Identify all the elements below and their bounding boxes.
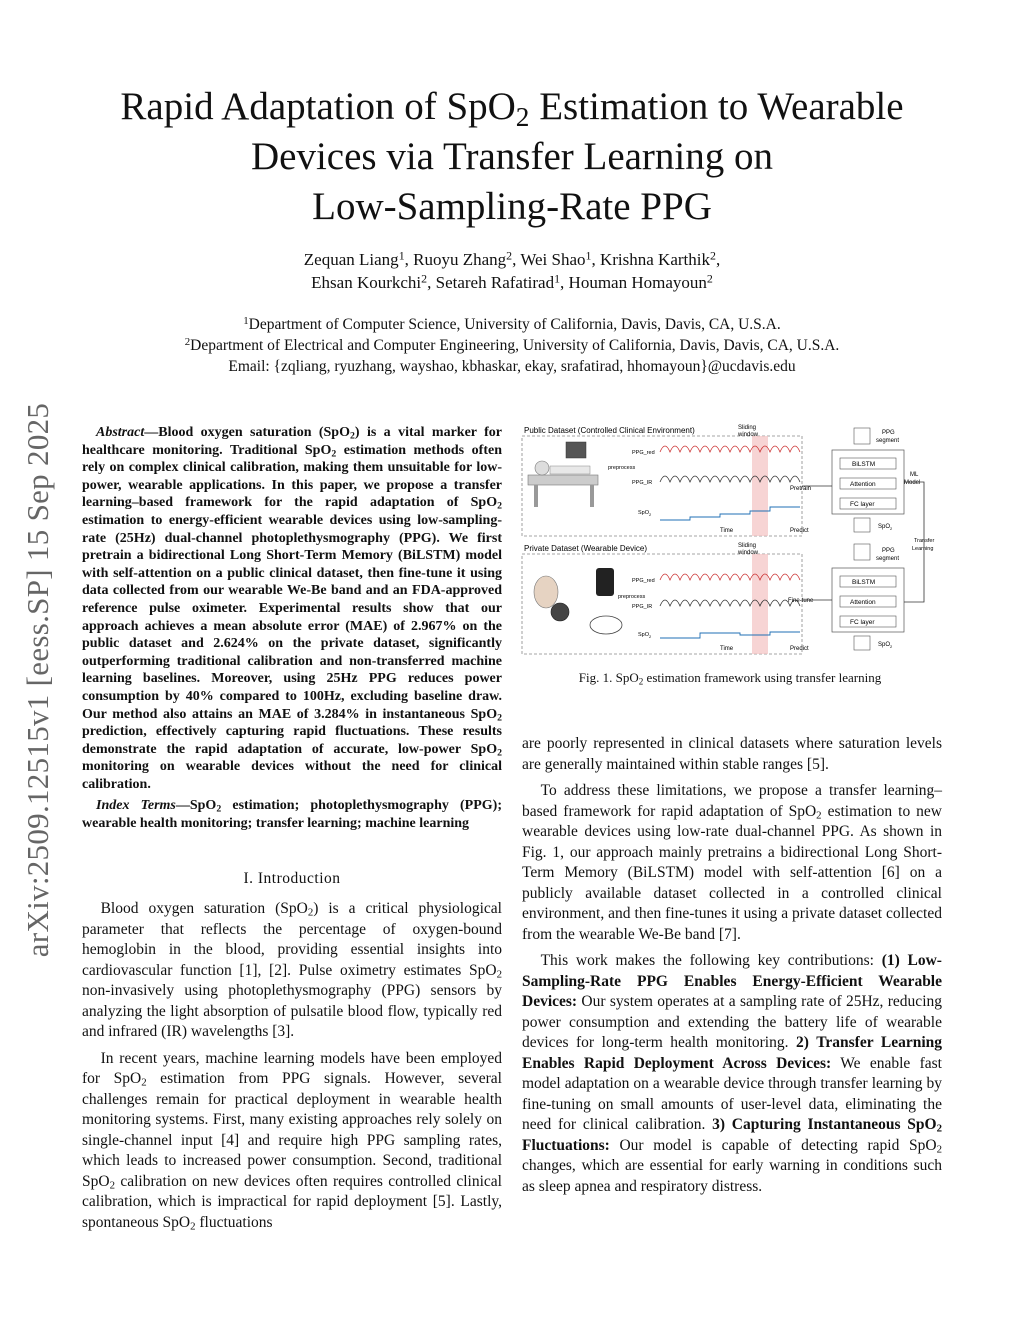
learning-label: Learning [912, 546, 934, 552]
svg-text:FC layer: FC layer [850, 619, 875, 626]
right-column [522, 734, 942, 1203]
spo2-output-icon [854, 636, 870, 650]
index-terms: Index Terms—SpO$_2$ estimation; photoplethysmography (PPG); wearable health monitoring; transfer learning; machine learning [82, 798, 502, 832]
ppg-label: PPG [882, 430, 895, 436]
spo2-output-icon [854, 518, 870, 532]
ppg-ir-waveform [660, 600, 800, 606]
affil-mark: 1 [243, 315, 249, 328]
window-label: window [738, 550, 759, 556]
paragraph: This work makes the following key contributions: (1) Low-Sampling-Rate PPG Enables Energy-Efficient Wearable Devices: Our system operates at a sampling rate of 25Hz, reducing power consumption and extending the battery life of wearable devices for long-term health monitoring. 2) Transfer Learning Enables Rapid Deployment Across Devices: We enable fast model adaptation on a wearable device through transfer learning by fine-tuning on small amounts of user-level data, eliminating the need for clinical calibration. 3) Capturing Instantaneous SpO$_2$ Fluctuations: Our model is capable of detecting rapid SpO$_2$ changes, which are essential for early warning in conditions such as sleep apnea and respiratory distress. [522, 952, 943, 1195]
paragraph: are poorly represented in clinical datasets where saturation levels are generally maintained within stable ranges [5]. [522, 735, 942, 773]
time-label: Time [720, 528, 734, 534]
ppg-red-waveform [660, 446, 800, 452]
svg-text:BiLSTM: BiLSTM [852, 579, 876, 586]
affil-mark: 1 [398, 248, 405, 263]
section-heading: I. Introduction [243, 869, 341, 887]
ml-label: ML [910, 472, 919, 478]
model-label: Model [904, 480, 921, 486]
framework-diagram [520, 420, 950, 660]
ppg-ir-waveform [660, 476, 800, 482]
finetune-label: Fine-tune [788, 598, 814, 604]
spo2-trace [660, 632, 800, 638]
author: Ruoyu Zhang [413, 250, 507, 269]
svg-text:Attention: Attention [850, 599, 876, 606]
affil-mark: 2 [421, 271, 428, 286]
spo2-output-label: SpO$_2$ [878, 642, 893, 649]
affiliations [100, 314, 924, 377]
ppg-ir-label: PPG_IR [632, 480, 653, 486]
author: Setareh Rafatirad [435, 273, 555, 292]
ppg-segment-icon [854, 428, 870, 444]
time-label: Time [720, 646, 734, 652]
paragraph: To address these limitations, we propose a transfer learning–based framework for rapid adaptation of SpO$_2$ estimation to new wearable devices using low-rate dual-channel PPG. As shown in Fig. 1, our approach mainly pretrains a bidirectional Long Short-Term Memory (BiLSTM) model with self-attention [6] on a publicly available dataset collected in a controlled clinical environment, and then fine-tunes it using a private dataset collected from the wearable We-Be band [7]. [522, 782, 943, 943]
svg-text:BiLSTM: BiLSTM [852, 461, 876, 468]
wearable-icon [534, 568, 622, 634]
title-subscript: 2 [515, 101, 530, 132]
affil-mark: 1 [554, 271, 561, 286]
predict-label: Predict [790, 646, 809, 652]
svg-text:Attention: Attention [850, 481, 876, 488]
paper-title [60, 82, 964, 232]
arxiv-identifier: arXiv:2509.12515v1 [eess.SP] 15 Sep 2025 [20, 402, 55, 958]
contribution-3: 3) Capturing Instantaneous SpO$_2$ Fluctuations: [522, 1116, 942, 1154]
segment-label: segment [876, 556, 900, 562]
author: Wei Shao [520, 250, 586, 269]
title-text: Estimation to Wearable [529, 85, 904, 128]
public-dataset-label: Public Dataset (Controlled Clinical Environment) [524, 426, 695, 435]
sliding-window-highlight [752, 554, 768, 654]
contribution-2: 2) Transfer Learning Enables Rapid Deployment Across Devices: [522, 1034, 943, 1072]
title-line: Low-Sampling-Rate PPG [312, 185, 712, 228]
ppg-segment-icon [854, 544, 870, 560]
author-list: Zequan Liang$^1$, Ruoyu Zhang$^2$, Wei Shao$^1$, Krishna Karthik$^2$, Ehsan Kourkchi$^2$, Setareh Rafatirad$^1$, Houman Homayoun$^2$ [303, 248, 721, 292]
svg-text:FC layer: FC layer [850, 501, 875, 508]
author: Houman Homayoun [568, 273, 707, 292]
left-column [82, 424, 502, 1239]
index-terms-label: Index Terms [96, 798, 176, 814]
title-text: Rapid Adaptation of SpO [120, 85, 516, 128]
author: Zequan Liang [303, 250, 399, 269]
transfer-label: Transfer [914, 538, 935, 544]
contribution-1: (1) Low-Sampling-Rate PPG Enables Energy-Efficient Wearable Devices: [522, 952, 942, 1010]
hospital-bed-icon [528, 442, 598, 507]
affil-mark: 2 [506, 248, 513, 263]
ppg-red-label: PPG_red [632, 450, 655, 456]
abstract-label: Abstract [96, 425, 145, 440]
ppg-ir-label: PPG_IR [632, 604, 653, 610]
affiliation: Department of Electrical and Computer Engineering, University of California, Davis, Davis, CA, U.S.A. [190, 337, 840, 354]
sliding-label: Sliding [738, 543, 757, 549]
affiliation: Department of Computer Science, University of California, Davis, Davis, CA, U.S.A. [248, 316, 781, 333]
spo2-trace [660, 507, 800, 520]
paragraph: In recent years, machine learning models have been employed for SpO$_2$ estimation from PPG signals. However, several challenges remain for practical deployment in wearable health monitoring systems. First, many existing approaches rely solely on single-channel input [4] and require high PPG sampling rates, which leads to increased power consumption. Second, traditional SpO$_2$ calibration on new devices often requires controlled clinical calibration, which is impractical for rapid deployment [5]. Lastly, spontaneous SpO$_2$ fluctuations [82, 1049, 502, 1233]
segment-label: segment [876, 438, 900, 444]
arxiv-sidebar [8, 380, 68, 980]
affil-mark: 2 [706, 271, 713, 286]
affil-mark: 1 [585, 248, 592, 263]
spo2-label: SpO$_2$ [638, 510, 652, 517]
ppg-red-label: PPG_red [632, 578, 655, 584]
spo2-output-label: SpO$_2$ [878, 524, 893, 531]
title-line: Devices via Transfer Learning on [250, 135, 774, 178]
email-line: Email: {zqliang, ryuzhang, wayshao, kbhaskar, ekay, srafatirad, hhomayoun}@ucdavis.edu [228, 358, 796, 375]
affil-mark: 2 [184, 336, 191, 349]
figure-1 [520, 420, 950, 660]
private-dataset-label: Private Dataset (Wearable Device) [524, 544, 648, 553]
preprocess-label: preprocess [618, 594, 646, 600]
ppg-red-waveform [660, 574, 800, 580]
sliding-label: Sliding [738, 425, 757, 431]
author: Krishna Karthik [599, 250, 710, 269]
window-label: window [738, 432, 759, 438]
abstract: Abstract—Blood oxygen saturation (SpO$_2$) is a vital marker for healthcare monitoring. Traditional SpO$_2$ estimation methods often rely on complex clinical calibration, making them unsuitable for low-power, wearable applications. In this paper, we propose a transfer learning–based framework for the rapid adaptation of SpO$_2$ estimation to energy-efficient wearable devices using low-sampling-rate (25Hz) dual-channel photoplethysmography (PPG). We first pretrain a bidirectional Long Short-Term Memory (BiLSTM) model with self-attention on a public clinical dataset, then fine-tune it using data collected from our wearable We-Be band and an FDA-approved reference pulse oximeter. Experimental results show that our approach achieves a mean absolute error (MAE) of 2.967% on the public dataset and 2.624% on the private dataset, significantly outperforming traditional calibration and non-transferred machine learning baselines. Moreover, using 25Hz PPG reduces power consumption by 40% compared to 100Hz, excluding baseline draw. Our method also attains an MAE of 3.284% in instantaneous SpO$_2$ prediction, effectively capturing rapid fluctuations. These results demonstrate the rapid adaptation of accurate, low-power SpO$_2$ monitoring on wearable devices without the need for clinical calibration. [82, 425, 503, 792]
ppg-label: PPG [882, 548, 895, 554]
paragraph: Blood oxygen saturation (SpO$_2$) is a critical physiological parameter that reflects the percentage of oxygen-bound hemoglobin in the blood, providing essential insights into cardiovascular function [1], [2]. Pulse oximetry estimates SpO$_2$ non-invasively using photoplethysmography (PPG) sensors by analyzing the light absorption of pulsatile blood flow, typically red and infrared (IR) wavelengths [3]. [82, 900, 502, 1041]
figure-caption: Fig. 1. SpO$_2$ estimation framework using transfer learning [578, 670, 882, 687]
spo2-label: SpO$_2$ [638, 632, 652, 639]
predict-label: Predict [790, 528, 809, 534]
preprocess-label: preprocess [608, 465, 636, 471]
pretrain-label: Pretrain [790, 486, 812, 492]
affil-mark: 2 [710, 248, 716, 263]
author: Ehsan Kourkchi [311, 273, 422, 292]
